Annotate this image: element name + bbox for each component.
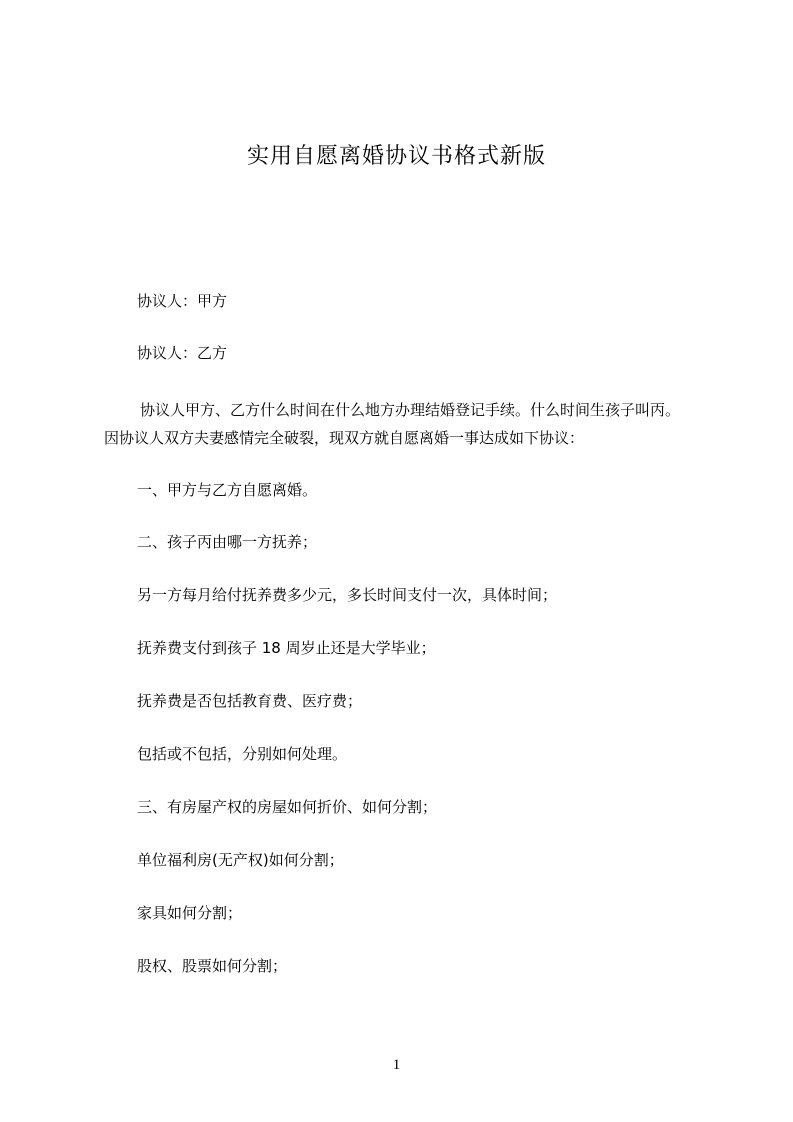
document-title: 实用自愿离婚协议书格式新版 [246,144,546,169]
intro-line: 协议人甲方、乙方什么时间在什么地方办理结婚登记手续。什么时间生孩子叫丙。 [140,401,681,419]
party-b-line: 协议人：乙方 [137,344,228,362]
clause-line: 单位福利房(无产权)如何分割； [137,851,344,869]
clause-line: 二、孩子丙由哪一方抚养； [137,533,318,551]
clause-line: 包括或不包括，分别如何处理。 [137,745,348,763]
clause-line: 三、有房屋产权的房屋如何折价、如何分割； [137,798,438,816]
intro-paragraph [104,396,724,452]
intro-line: 因协议人双方夫妻感情完全破裂，现双方就自愿离婚一事达成如下协议： [104,429,585,447]
page-number: 1 [392,1057,401,1073]
clause-line: 一、甲方与乙方自愿离婚。 [137,481,318,499]
party-a-line: 协议人：甲方 [137,292,228,310]
clause-line: 另一方每月给付抚养费多少元，多长时间支付一次，具体时间； [137,586,558,604]
clause-line: 家具如何分割； [137,904,243,922]
clause-line: 抚养费是否包括教育费、医疗费； [137,692,363,710]
clause-line: 抚养费支付到孩子 18 周岁止还是大学毕业； [137,639,436,657]
clause-line: 股权、股票如何分割； [137,957,288,975]
